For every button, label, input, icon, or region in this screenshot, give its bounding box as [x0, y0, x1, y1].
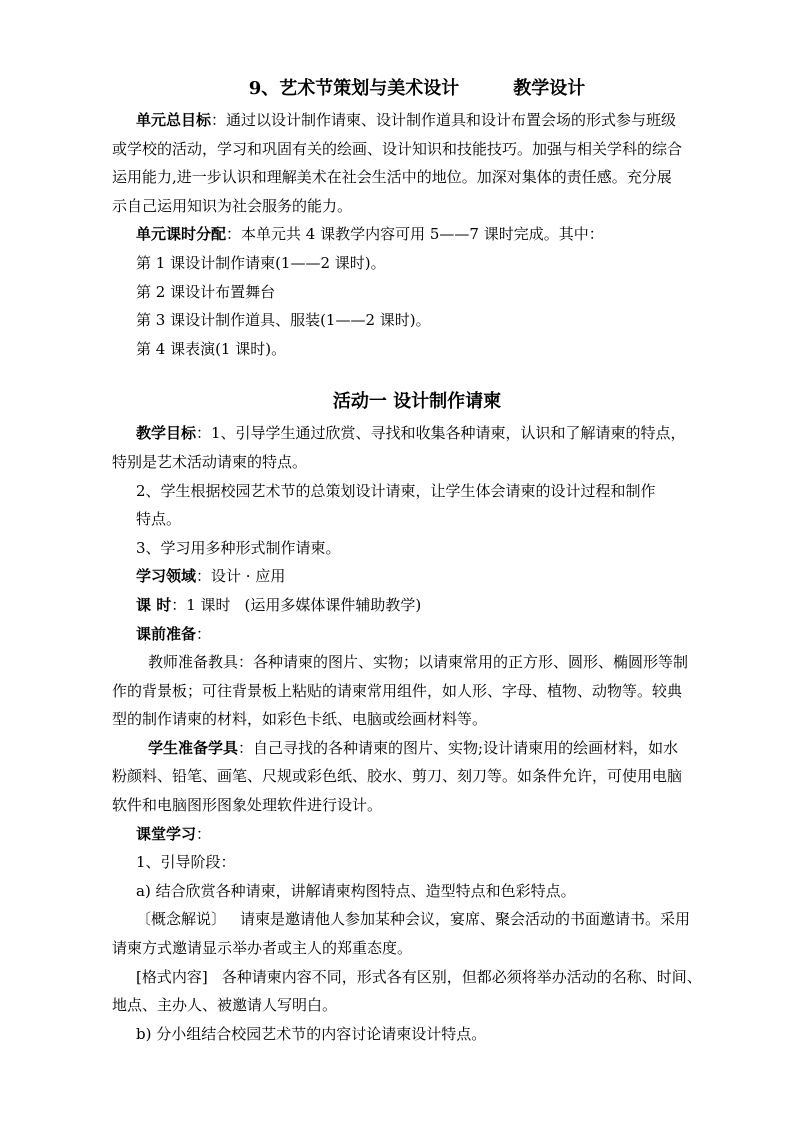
lesson-item: 第 1 课设计制作请柬(1——2 课时)。	[136, 253, 386, 272]
teacher-prep-line-2: 作的背景板；可往背景板上粘贴的请柬常用组件，如人形、字母、植物、动物等。较典	[112, 681, 683, 700]
teacher-prep-line-1: 教师准备教具：各种请柬的图片、实物；以请柬常用的正方形、圆形、椭圆形等制	[148, 653, 689, 672]
concept-line-2: 请柬方式邀请显示举办者或主人的郑重态度。	[112, 939, 413, 958]
classroom-heading: 课堂学习：	[136, 824, 212, 843]
document-page	[112, 74, 722, 1048]
class-hours-label: 课 时	[136, 595, 172, 614]
lesson-item: 第 3 课设计制作道具、服装(1——2 课时)。	[136, 311, 431, 330]
step-b: b) 分小组结合校园艺术节的内容讨论请柬设计特点。	[136, 1024, 487, 1043]
format-line-2: 地点、主办人、被邀请人写明白。	[112, 996, 338, 1015]
teaching-goal-2b: 特点。	[136, 510, 182, 529]
teaching-goal-line-1: 教学目标：1、引导学生通过欣赏、寻找和收集各种请柬，认识和了解请柬的特点，	[136, 424, 686, 443]
stage-1: 1、引导阶段：	[136, 853, 236, 872]
teaching-goal-3: 3、学习用多种形式制作请柬。	[136, 538, 341, 557]
unit-goal-line-4: 示自己运用知识为社会服务的能力。	[112, 196, 353, 215]
activity-title: 活动一 设计制作请柬	[332, 391, 502, 413]
step-a: a) 结合欣赏各种请柬，讲解请柬构图特点、造型特点和色彩特点。	[136, 881, 576, 900]
document-title	[112, 74, 722, 104]
student-prep-line-2: 粉颜料、铅笔、画笔、尺规或彩色纸、胶水、剪刀、刻刀等。如条件允许，可使用电脑	[112, 767, 683, 786]
teaching-goal-line-2: 特别是艺术活动请柬的特点。	[112, 452, 308, 471]
title-main-text: 9、艺术节策划与美术设计	[248, 78, 460, 99]
concept-tag: 〔概念解说〕	[136, 910, 227, 929]
title-sub-text: 教学设计	[513, 78, 586, 99]
study-area-line: 学习领域：设计 · 应用	[136, 567, 286, 586]
student-prep-line-1: 学生准备学具：自己寻找的各种请柬的图片、实物;设计请柬用的绘画材料，如水	[148, 738, 679, 757]
teaching-goal-2a: 2、学生根据校园艺术节的总策划设计请柬，让学生体会请柬的设计过程和制作	[136, 481, 656, 500]
preparation-heading: 课前准备：	[136, 624, 212, 643]
unit-goal-line-2: 或学校的活动，学习和巩固有关的绘画、设计知识和技能技巧。加强与相关学科的综合	[112, 139, 683, 158]
unit-goal-line-1: 单元总目标：通过以设计制作请柬、设计制作道具和设计布置会场的形式参与班级	[136, 111, 677, 129]
unit-hours-line: 单元课时分配：本单元共 4 课教学内容可用 5——7 课时完成。其中：	[136, 225, 604, 244]
format-line-1: [格式内容] 各种请柬内容不同，形式各有区别，但都必须将举办活动的名称、时间、	[136, 967, 702, 986]
student-prep-line-3: 软件和电脑图形图象处理软件进行设计。	[112, 796, 383, 815]
format-tag: [格式内容]	[136, 967, 208, 986]
unit-goal-line-3: 运用能力,进一步认识和理解美术在社会生活中的地位。加深对集体的责任感。充分展	[112, 168, 672, 187]
study-area-label: 学习领域	[136, 567, 197, 586]
teacher-prep-line-3: 型的制作请柬的材料，如彩色卡纸、电脑或绘画材料等。	[112, 710, 488, 729]
unit-goal-label: 单元总目标	[136, 111, 212, 129]
unit-hours-label: 单元课时分配	[136, 225, 227, 244]
student-prep-label: 学生准备学具	[148, 738, 239, 757]
lesson-item: 第 2 课设计布置舞台	[136, 282, 276, 301]
class-hours-note: (运用多媒体课件辅助教学)	[244, 595, 422, 614]
lesson-item: 第 4 课表演(1 课时)。	[136, 339, 287, 358]
class-hours-line: 课 时：1 课时 (运用多媒体课件辅助教学)	[136, 595, 422, 614]
teaching-goal-label: 教学目标	[136, 424, 197, 443]
concept-line-1: 〔概念解说〕 请柬是邀请他人参加某种会议，宴席、聚会活动的书面邀请书。采用	[136, 910, 691, 929]
